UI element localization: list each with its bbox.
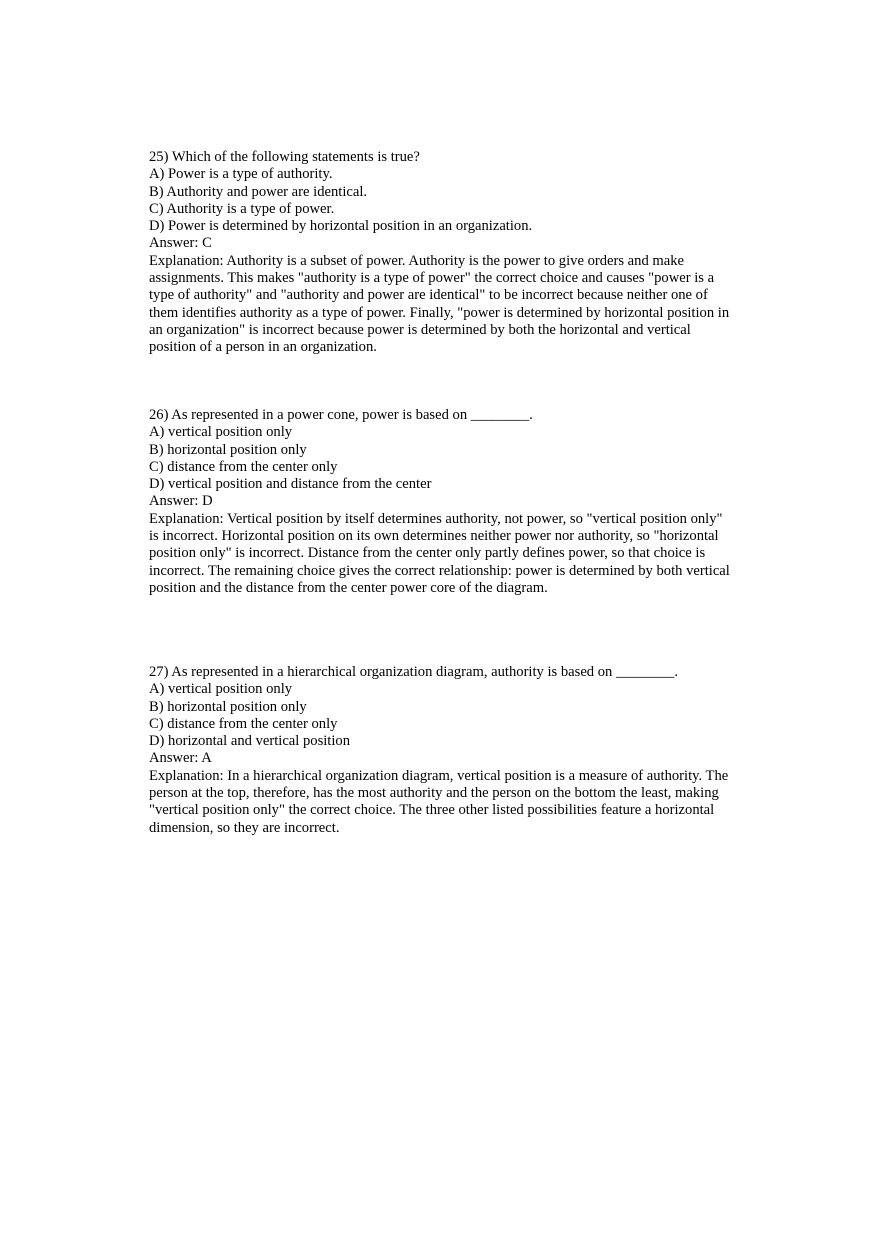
explanation: Explanation: In a hierarchical organization diagram, vertical position is a measure of authority. The person at the top, therefore, has the most authority and the person on the bottom the least, making "vertical position only" the correct choice. The three other listed possibilities feature a horizontal dimension, so they are incorrect.	[149, 767, 729, 836]
option-b: B) horizontal position only	[149, 441, 307, 458]
explanation: Explanation: Authority is a subset of power. Authority is the power to give orders and make assignments. This makes "authority is a type of power" the correct choice and causes "power is a type of authority" and "authority and power are identical" to be incorrect because neither one of them identifies authority as a type of power. Finally, "power is determined by horizontal position in an organization" is incorrect because power is determined by both the horizontal and vertical position of a person in an organization.	[149, 252, 730, 356]
option-a: A) vertical position only	[149, 424, 293, 441]
question-stem: 26) As represented in a power cone, power is based on ________.	[149, 407, 533, 423]
question-stem: 27) As represented in a hierarchical organization diagram, authority is based on ________.	[149, 664, 679, 680]
question-27	[149, 664, 734, 837]
answer: Answer: D	[149, 493, 213, 510]
option-b: B) horizontal position only	[149, 698, 307, 715]
option-d: D) Power is determined by horizontal position in an organization.	[149, 218, 533, 235]
option-c: C) Authority is a type of power.	[149, 200, 335, 217]
option-a: A) vertical position only	[149, 681, 293, 698]
option-b: B) Authority and power are identical.	[149, 183, 368, 200]
answer: Answer: C	[149, 235, 212, 252]
option-c: C) distance from the center only	[149, 458, 338, 475]
question-25	[149, 149, 734, 357]
option-a: A) Power is a type of authority.	[149, 166, 333, 183]
explanation: Explanation: Vertical position by itself determines authority, not power, so "vertical position only" is incorrect. Horizontal position on its own determines neither power nor authority, so "horizontal position only" is incorrect. Distance from the center only partly defines power, so that choice is incorrect. The remaining choice gives the correct relationship: power is determined by both vertical position and the distance from the center power core of the diagram.	[149, 510, 730, 596]
option-d: D) horizontal and vertical position	[149, 733, 351, 750]
option-d: D) vertical position and distance from the center	[149, 476, 432, 493]
option-c: C) distance from the center only	[149, 715, 338, 732]
question-stem: 25) Which of the following statements is true?	[149, 149, 420, 165]
answer: Answer: A	[149, 750, 212, 767]
question-26	[149, 407, 734, 597]
